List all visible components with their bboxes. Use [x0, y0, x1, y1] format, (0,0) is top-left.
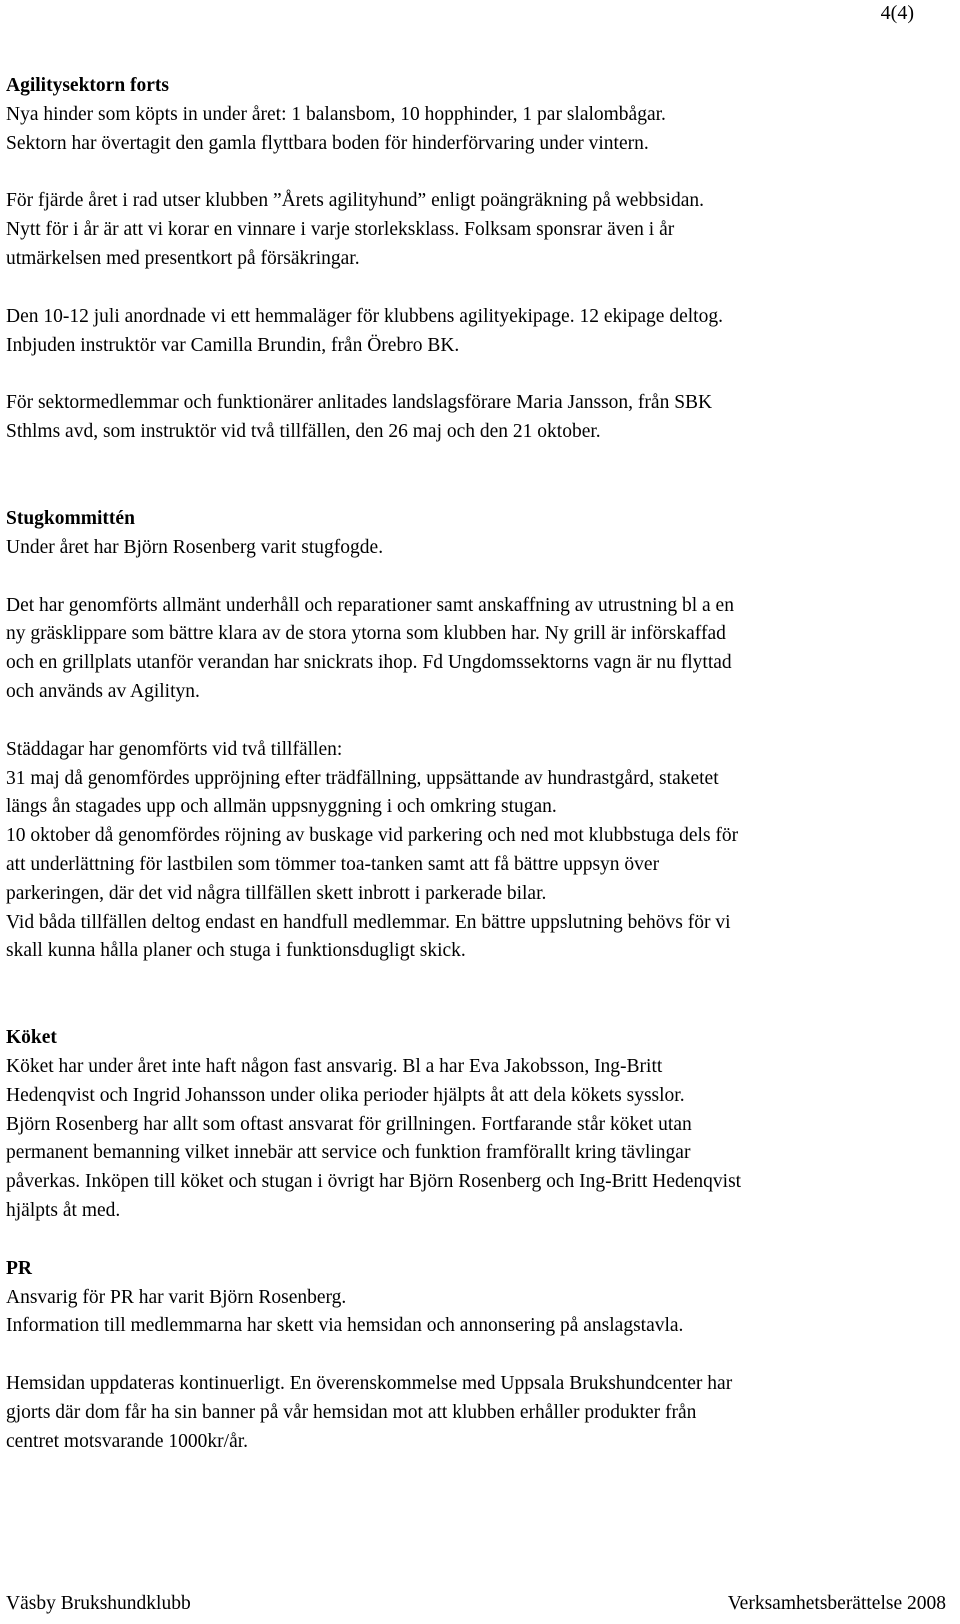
text-line: Information till medlemmarna har skett via hemsidan och annonsering på anslagstavla. — [6, 1315, 684, 1337]
document-body — [6, 72, 946, 1456]
text-line: Det har genomförts allmänt underhåll och reparationer samt anskaffning av utrustning bl a en — [6, 594, 734, 616]
text-line: att underlättning för lastbilen som tömmer toa-tanken samt att få bättre uppsyn över — [6, 853, 660, 875]
text-line: Städdagar har genomförts vid två tillfällen: — [6, 738, 343, 760]
text-line: Vid båda tillfällen deltog endast en handfull medlemmar. En bättre uppslutning behövs för vi — [6, 911, 731, 933]
text-line: Inbjuden instruktör var Camilla Brundin, från Örebro BK. — [6, 334, 460, 356]
text-line: ny gräsklippare som bättre klara av de stora ytorna som klubben har. Ny grill är införskaffad — [6, 623, 726, 645]
text-line: Nytt för i år är att vi korar en vinnare i varje storleksklass. Folksam sponsrar även i år — [6, 219, 675, 241]
text-line: Ansvarig för PR har varit Björn Rosenberg. — [6, 1286, 347, 1308]
text-line: 31 maj då genomfördes uppröjning efter trädfällning, uppsättande av hundrastgård, staketet — [6, 767, 719, 789]
text-line: Hemsidan uppdateras kontinuerligt. En överenskommelse med Uppsala Brukshundcenter har — [6, 1373, 733, 1395]
text-line: Nya hinder som köpts in under året: 1 balansbom, 10 hopphinder, 1 par slalombågar. — [6, 103, 666, 125]
text-line: För sektormedlemmar och funktionärer anlitades landslagsförare Maria Jansson, från SBK — [6, 392, 713, 414]
text-line: längs ån stagades upp och allmän uppsnyggning i och omkring stugan. — [6, 796, 557, 818]
text-line: och används av Agilityn. — [6, 680, 200, 702]
text-line: För fjärde året i rad utser klubben ”Årets agilityhund” enligt poängräkning på webbsidan. — [6, 190, 705, 212]
text-line: Sektorn har övertagit den gamla flyttbara boden för hinderförvaring under vintern. — [6, 132, 649, 154]
footer-organization: Väsby Brukshundklubb — [6, 1593, 191, 1614]
page-number: 4(4) — [880, 2, 914, 24]
text-line: hjälpts åt med. — [6, 1199, 121, 1221]
text-line: 10 oktober då genomfördes röjning av buskage vid parkering och ned mot klubbstuga dels för — [6, 825, 739, 847]
footer-document-title: Verksamhetsberättelse 2008 — [727, 1593, 946, 1614]
section-heading-pr: PR — [6, 1257, 32, 1279]
text-line: Köket har under året inte haft någon fast ansvarig. Bl a har Eva Jakobsson, Ing-Britt — [6, 1055, 663, 1077]
text-line: Under året har Björn Rosenberg varit stugfogde. — [6, 536, 384, 558]
text-line: parkeringen, där det vid några tillfällen skett inbrott i parkerade bilar. — [6, 882, 547, 904]
text-line: Den 10-12 juli anordnade vi ett hemmaläger för klubbens agilityekipage. 12 ekipage deltog. — [6, 305, 723, 327]
text-line: gjorts där dom får ha sin banner på vår hemsidan mot att klubben erhåller produkter från — [6, 1401, 697, 1423]
text-line: Sthlms avd, som instruktör vid två tillfällen, den 26 maj och den 21 oktober. — [6, 421, 601, 443]
text-line: och en grillplats utanför verandan har snickrats ihop. Fd Ungdomssektorns vagn är nu flyttad — [6, 652, 732, 674]
text-line: Björn Rosenberg har allt som oftast ansvarat för grillningen. Fortfarande står köket utan — [6, 1113, 692, 1135]
text-line: påverkas. Inköpen till köket och stugan i övrigt har Björn Rosenberg och Ing-Britt Hedenqvist — [6, 1171, 742, 1193]
section-heading-agility: Agilitysektorn forts — [6, 75, 170, 96]
section-heading-koket: Köket — [6, 1027, 57, 1049]
text-line: Hedenqvist och Ingrid Johansson under olika perioder hjälpts åt att dela kökets sysslor. — [6, 1084, 685, 1106]
section-heading-stugkommitten: Stugkommittén — [6, 507, 135, 529]
text-line: utmärkelsen med presentkort på försäkringar. — [6, 247, 360, 269]
text-line: skall kunna hålla planer och stuga i funktionsdugligt skick. — [6, 940, 466, 962]
text-line: permanent bemanning vilket innebär att service och funktion framförallt kring tävlingar — [6, 1142, 691, 1164]
text-line: centret motsvarande 1000kr/år. — [6, 1430, 249, 1452]
